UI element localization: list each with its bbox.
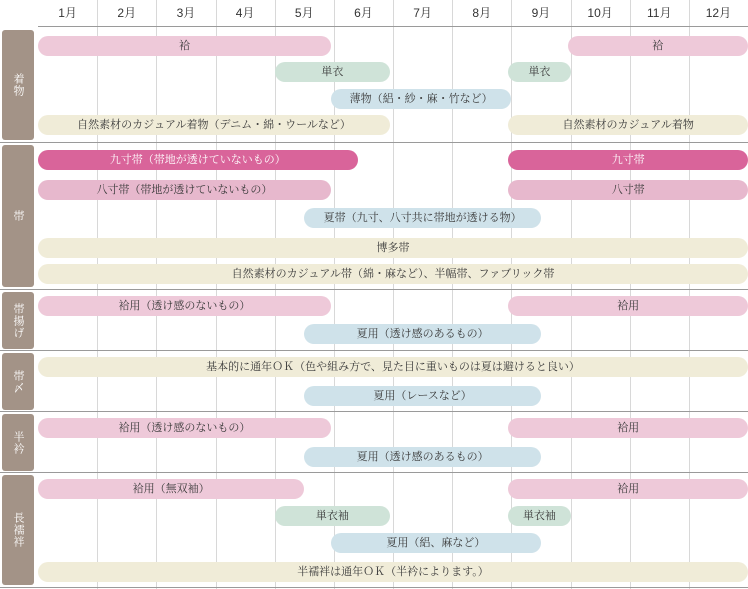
bar-帯-4: 八寸帯	[508, 180, 748, 200]
bar-帯-7: 自然素材のカジュアル帯（綿・麻など）、半幅帯、ファブリック帯	[38, 264, 748, 284]
category-label-text: 長襦袢	[12, 512, 25, 548]
bar-帯揚げ-2: 袷用	[508, 296, 748, 316]
category-label-obi	[2, 145, 34, 287]
category-label-obiage	[2, 292, 34, 349]
month-header-row	[38, 0, 748, 27]
bar-半衿-1: 袷用（透け感のないもの）	[38, 418, 331, 438]
category-label-text: 帯〆	[12, 369, 25, 394]
month-header-9: 9月	[531, 6, 551, 20]
bar-長襦袢-6: 半襦袢は通年ＯＫ（半衿によります。）	[38, 562, 748, 582]
bar-着物-2: 袷	[568, 36, 748, 56]
month-gridline	[571, 0, 572, 589]
month-gridline	[275, 0, 276, 589]
month-gridline	[689, 0, 690, 589]
month-gridline	[97, 0, 98, 589]
bar-帯-1: 九寸帯（帯地が透けていないもの）	[38, 150, 358, 170]
bar-帯揚げ-3: 夏用（透け感のあるもの）	[304, 324, 541, 344]
month-header-12: 12月	[705, 6, 732, 20]
bar-着物-3: 単衣	[275, 62, 390, 82]
month-header-7: 7月	[413, 6, 432, 20]
bar-着物-7: 自然素材のカジュアル着物	[508, 115, 748, 135]
bar-帯揚げ-1: 袷用（透け感のないもの）	[38, 296, 331, 316]
section-divider	[0, 142, 748, 143]
category-label-text: 着物	[12, 73, 25, 97]
month-gridline	[630, 0, 631, 589]
bar-着物-6: 自然素材のカジュアル着物（デニム・綿・ウールなど）	[38, 115, 390, 135]
section-divider	[0, 472, 748, 473]
bar-着物-5: 薄物（絽・紗・麻・竹など）	[331, 89, 511, 109]
month-header-8: 8月	[472, 6, 492, 20]
category-label-obijime	[2, 353, 34, 410]
category-label-text: 帯揚げ	[12, 302, 25, 339]
bar-長襦袢-1: 袷用（無双袖）	[38, 479, 304, 499]
month-header-6: 6月	[354, 6, 373, 20]
bar-着物-4: 単衣	[508, 62, 570, 82]
month-gridline	[216, 0, 217, 589]
month-header-5: 5月	[294, 6, 314, 20]
category-label-haneri	[2, 414, 34, 471]
section-divider	[0, 411, 748, 412]
bar-長襦袢-3: 単衣袖	[275, 506, 390, 526]
month-header-10: 10月	[587, 6, 613, 20]
bar-長襦袢-5: 夏用（絽、麻など）	[331, 533, 541, 553]
bar-帯〆-1: 基本的に通年ＯＫ（色や組み方で、見た目に重いものは夏は避けると良い）	[38, 357, 748, 377]
section-divider	[0, 289, 748, 290]
bar-長襦袢-4: 単衣袖	[508, 506, 570, 526]
category-label-kimono	[2, 30, 34, 140]
bar-帯-5: 夏帯（九寸、八寸共に帯地が透ける物）	[304, 208, 541, 228]
bar-帯-6: 博多帯	[38, 238, 748, 258]
month-header-11: 11月	[647, 6, 672, 20]
category-label-text: 半衿	[12, 430, 25, 455]
bar-半衿-2: 袷用	[508, 418, 748, 438]
bar-帯-2: 九寸帯	[508, 150, 748, 170]
section-divider	[0, 587, 748, 588]
month-header-1: 1月	[58, 6, 77, 20]
month-header-4: 4月	[235, 6, 255, 20]
month-gridline	[334, 0, 335, 589]
category-label-nagajuban	[2, 475, 34, 585]
category-label-text: 帯	[12, 210, 25, 222]
bar-帯-3: 八寸帯（帯地が透けていないもの）	[38, 180, 331, 200]
month-header-2: 2月	[117, 6, 137, 20]
bar-着物-1: 袷	[38, 36, 331, 56]
bar-帯〆-2: 夏用（レースなど）	[304, 386, 541, 406]
chart-grid	[38, 0, 748, 589]
month-gridline	[156, 0, 157, 589]
bar-半衿-3: 夏用（透け感のあるもの）	[304, 447, 541, 467]
section-divider	[0, 350, 748, 351]
month-gridline	[511, 0, 512, 589]
bar-長襦袢-2: 袷用	[508, 479, 748, 499]
month-header-3: 3月	[176, 6, 196, 20]
